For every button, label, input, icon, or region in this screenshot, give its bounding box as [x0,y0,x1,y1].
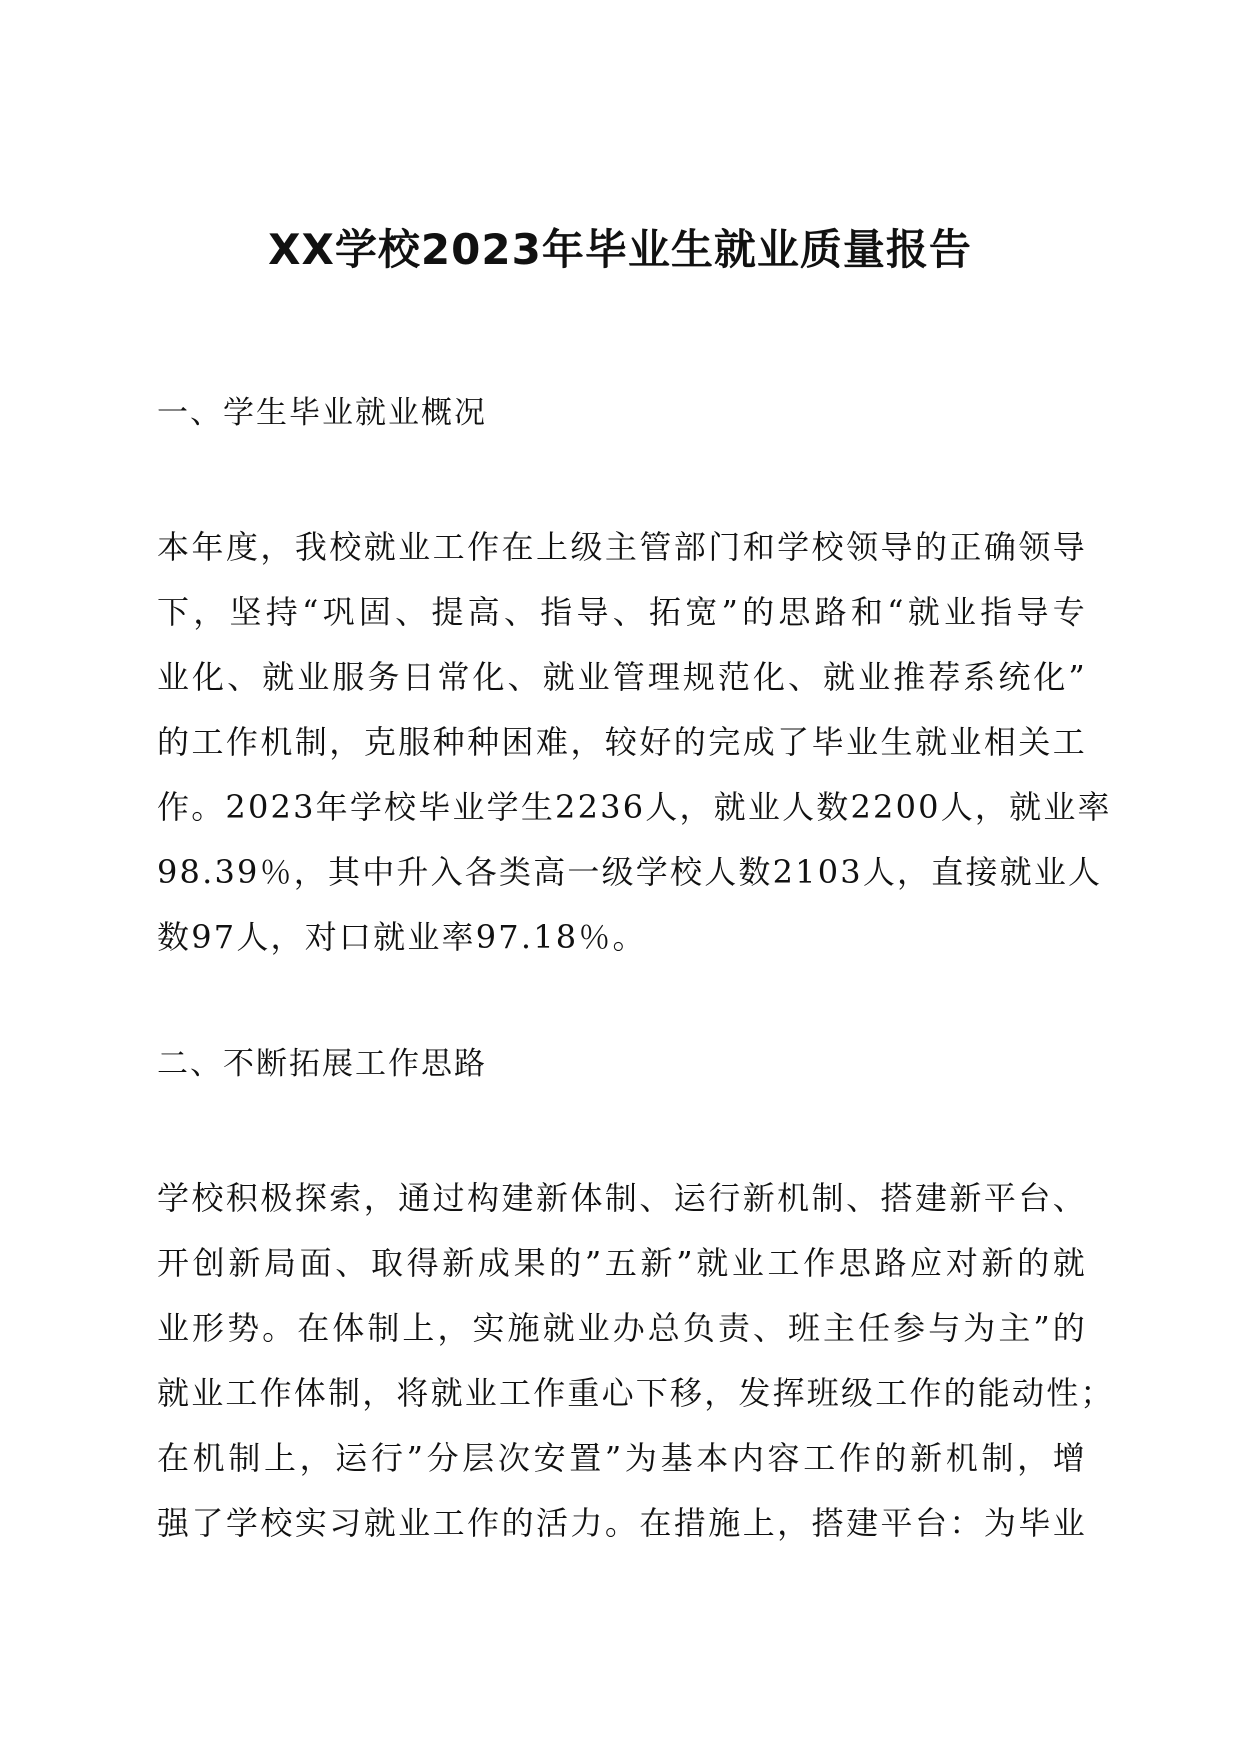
paragraph-line: 学校积极探索，通过构建新体制、运行新机制、搭建新平台、 [157,1179,1087,1217]
paragraph-line: 作。2023年学校毕业学生2236人，就业人数2200人，就业率 [157,788,1112,826]
paragraph-line: 本年度，我校就业工作在上级主管部门和学校领导的正确领导 [157,528,1087,566]
section-heading-work-ideas: 二、不断拓展工作思路 [157,1046,487,1082]
paragraph-line: 强了学校实习就业工作的活力。在措施上，搭建平台：为毕业 [157,1504,1087,1542]
paragraph-line: 业形势。在体制上，实施就业办总负责、班主任参与为主”的 [157,1309,1087,1347]
paragraph-line: 数97人，对口就业率97.18％。 [157,918,647,956]
paragraph-line: 在机制上，运行”分层次安置”为基本内容工作的新机制，增 [157,1439,1087,1477]
paragraph-line: 开创新局面、取得新成果的”五新”就业工作思路应对新的就 [157,1244,1087,1282]
document-title: XX学校2023年毕业生就业质量报告 [268,225,972,274]
paragraph-line: 98.39％，其中升入各类高一级学校人数2103人，直接就业人 [157,853,1103,891]
paragraph-line: 下，坚持“巩固、提高、指导、拓宽”的思路和“就业指导专 [157,593,1087,631]
paragraph-line: 就业工作体制，将就业工作重心下移，发挥班级工作的能动性； [157,1374,1115,1412]
section-heading-overview: 一、学生毕业就业概况 [157,395,487,431]
paragraph-line: 业化、就业服务日常化、就业管理规范化、就业推荐系统化” [157,658,1087,696]
paragraph-overview [157,515,1112,970]
paragraph-work-ideas [157,1166,1115,1556]
paragraph-line: 的工作机制，克服种种困难，较好的完成了毕业生就业相关工 [157,723,1087,761]
